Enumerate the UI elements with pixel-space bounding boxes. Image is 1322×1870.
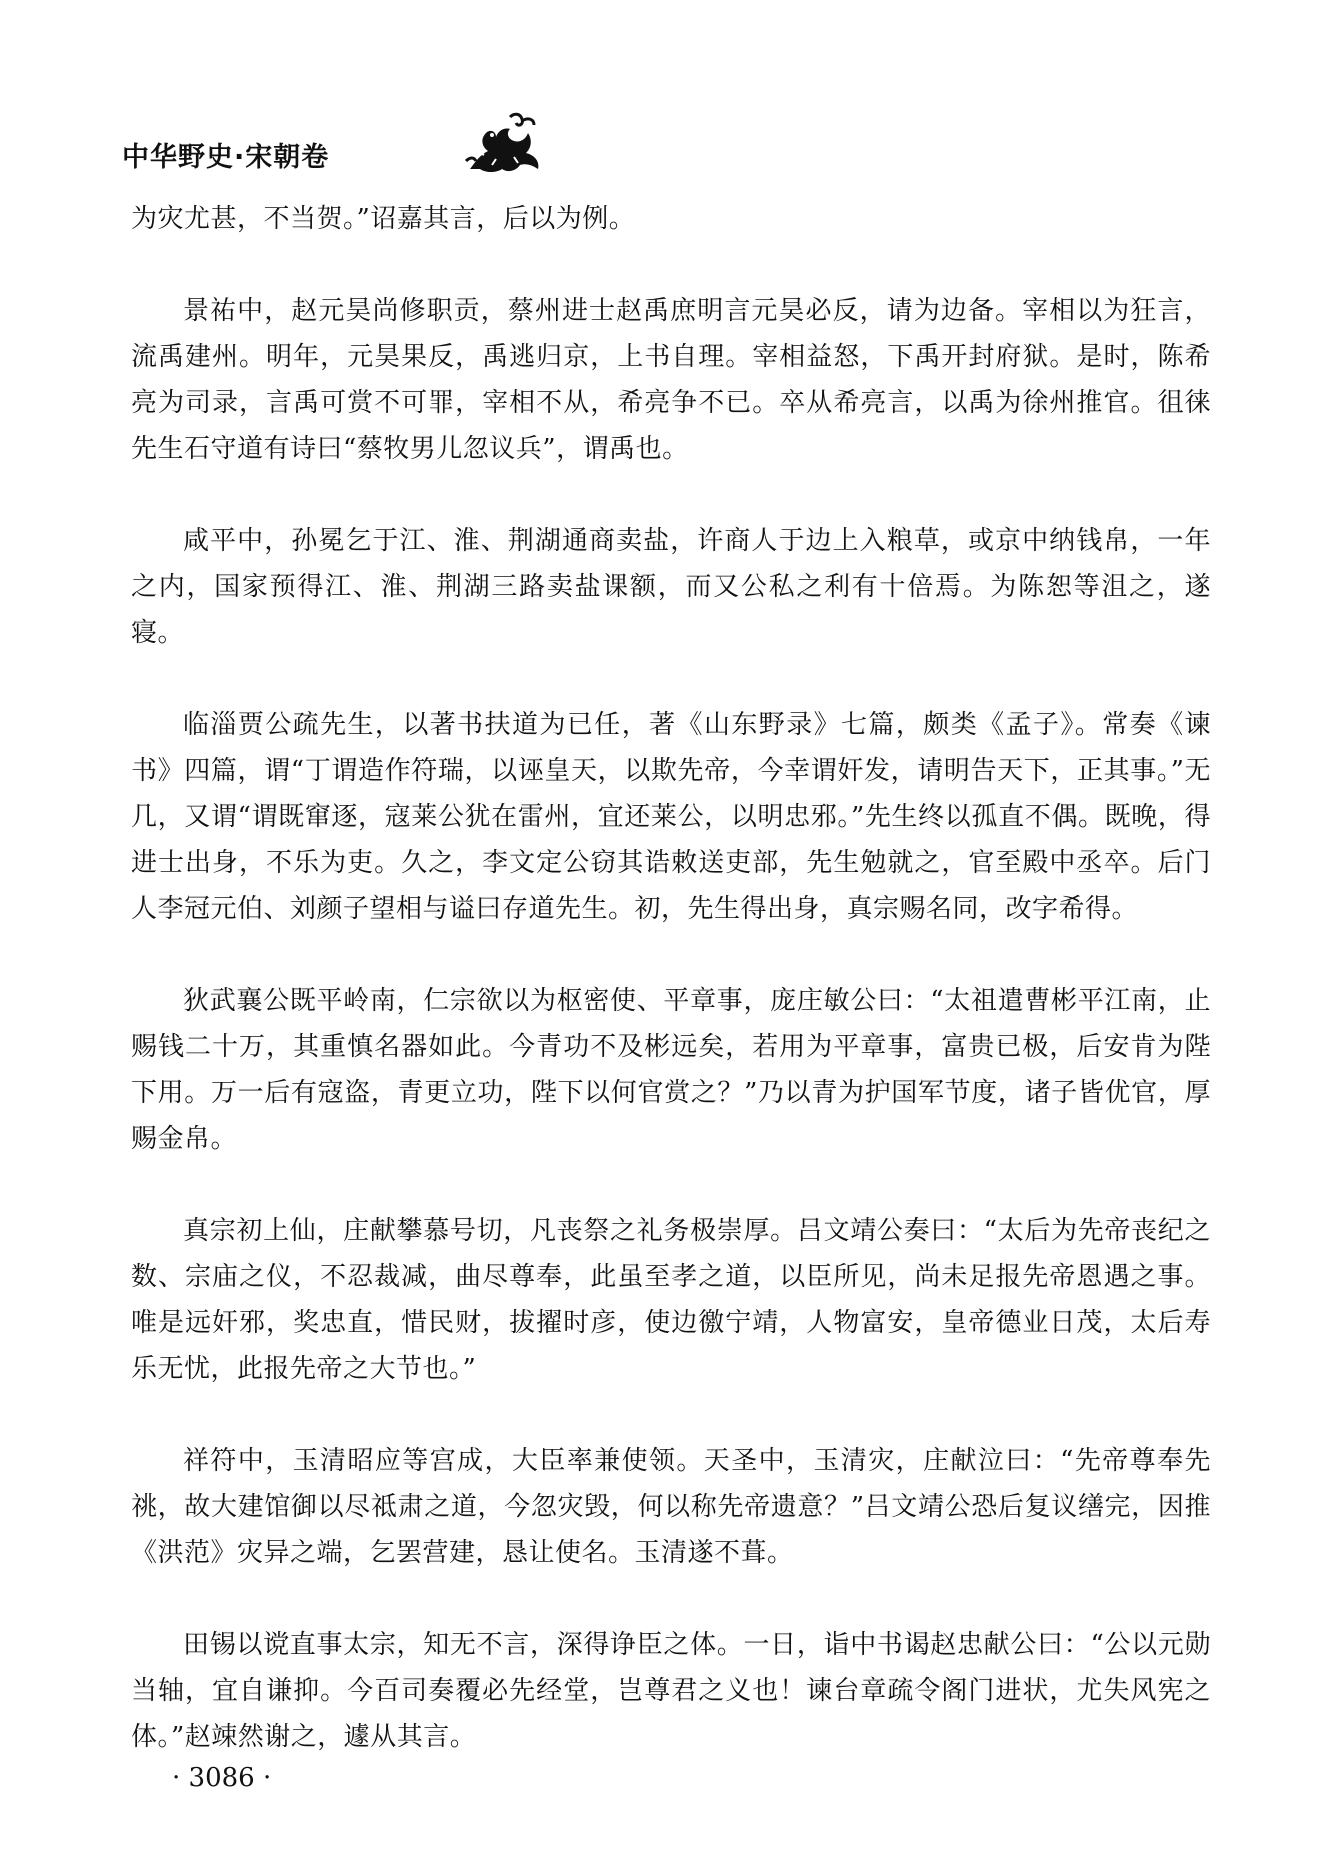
- paragraph: 狄武襄公既平岭南，仁宗欲以为枢密使、平章事，庞庄敏公曰：“太祖遣曹彬平江南，止赐钱二十万，其重慎名器如此。今青功不及彬远矣，若用为平章事，富贵已极，后安肯为陛下用。万一后有寇盗，青更立功，陛下以何官赏之？”乃以青为护国军节度，诸子皆优官，厚赐金帛。: [131, 986, 1211, 1154]
- paragraph: 真宗初上仙，庄献攀慕号切，凡丧祭之礼务极崇厚。吕文靖公奏曰：“太后为先帝丧纪之数、宗庙之仪，不忍裁减，曲尽尊奉，此虽至孝之道，以臣所见，尚未足报先帝恩遇之事。唯是远奸邪，奖忠直，惜民财，拔擢时彦，使边徼宁靖，人物富安，皇帝德业日茂，太后寿乐无忧，此报先帝之大节也。”: [131, 1216, 1211, 1384]
- paragraph: 临淄贾公疏先生，以著书扶道为已任，著《山东野录》七篇，颇类《孟子》。常奏《谏书》四篇，谓“丁谓造作符瑞，以诬皇天，以欺先帝，今幸谓奸发，请明告天下，正其事。”无几，又谓“谓既窜逐，寇莱公犹在雷州，宜还莱公，以明忠邪。”先生终以孤直不偶。既晚，得进士出身，不乐为吏。久之，李文定公窃其诰敕送吏部，先生勉就之，官至殿中丞卒。后门人李冠元伯、刘颜子望相与谥曰存道先生。初，先生得出身，真宗赐名同，改字希得。: [131, 710, 1211, 924]
- dragon-icon: [462, 111, 544, 177]
- page-header: [122, 105, 1222, 185]
- paragraph: 为灾尤甚，不当贺。”诏嘉其言，后以为例。: [131, 204, 636, 234]
- paragraph: 祥符中，玉清昭应等宫成，大臣率兼使领。天圣中，玉清灾，庄献泣曰：“先帝尊奉先祧，故大建馆御以尽祗肃之道，今忽灾毁，何以称先帝遗意？”吕文靖公恐后复议缮完，因推《洪范》灾异之端，乞罢营建，恳让使名。玉清遂不葺。: [131, 1446, 1211, 1568]
- paragraph: 田锡以谠直事太宗，知无不言，深得诤臣之体。一日，诣中书谒赵忠献公曰：“公以元勋当轴，宜自谦抑。今百司奏覆必先经堂，岂尊君之义也！谏台章疏令阁门进状，尤失风宪之体。”赵竦然谢之，遽从其言。: [131, 1630, 1211, 1752]
- book-title: 中华野史·宋朝卷: [122, 142, 330, 173]
- paragraph: 景祐中，赵元昊尚修职贡，蔡州进士赵禹庶明言元昊必反，请为边备。宰相以为狂言，流禹建州。明年，元昊果反，禹逃归京，上书自理。宰相益怒，下禹开封府狱。是时，陈希亮为司录，言禹可赏不可罪，宰相不从，希亮争不已。卒从希亮言，以禹为徐州推官。徂徕先生石守道有诗曰“蔡牧男儿忽议兵”，谓禹也。: [131, 296, 1211, 464]
- article-body: [131, 196, 1211, 1760]
- paragraph: 咸平中，孙冕乞于江、淮、荆湖通商卖盐，许商人于边上入粮草，或京中纳钱帛，一年之内，国家预得江、淮、荆湖三路卖盐课额，而又公私之利有十倍焉。为陈恕等沮之，遂寝。: [131, 526, 1211, 648]
- page-number: · 3086 ·: [172, 1763, 272, 1793]
